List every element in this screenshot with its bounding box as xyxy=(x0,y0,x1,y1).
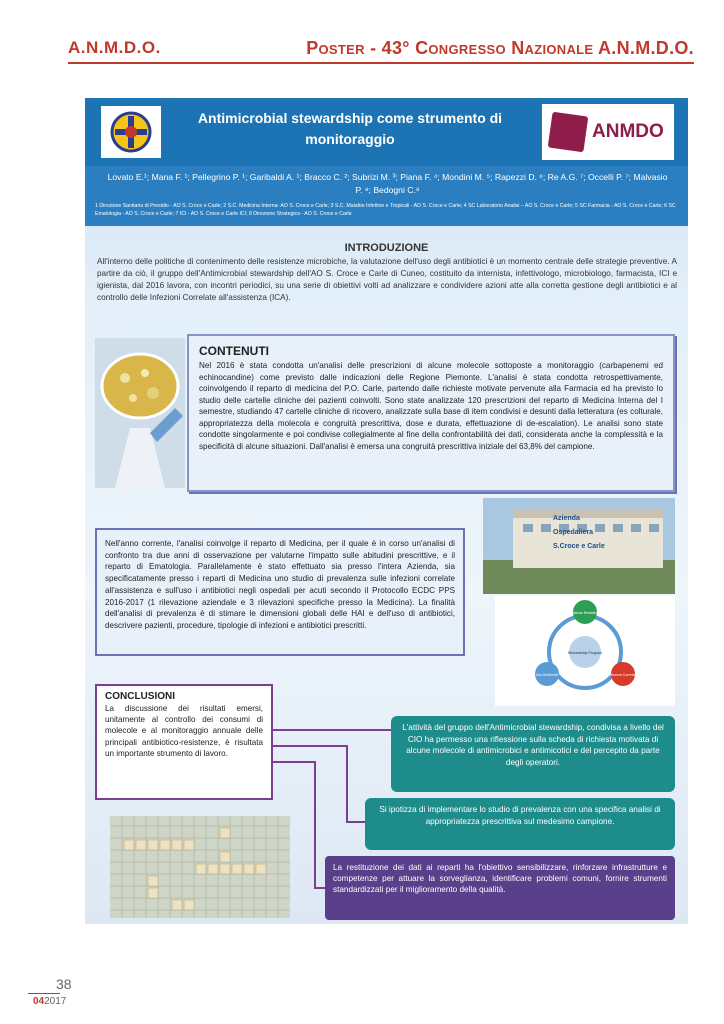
poster-title: Antimicrobial stewardship come strumento di monitoraggio xyxy=(197,110,503,147)
result-box-restituzione-text: La restituzione dei dati ai reparti ha l'obiettivo sensibilizzare, rinforzare infrastrutture e competenze per attuare la sorveglianza, identificare problemi comuni, fornire strumenti standardizzati per il miglioramento della qualità. xyxy=(333,863,667,895)
poster-title-band xyxy=(85,98,688,166)
result-box-cio-text: L'attività del gruppo dell'Antimicrobial stewardship, condivisa a livello del CIO ha permesso una riflessione sulla scheda di richiesta motivata di alcune molecole di antimicrobici e antimicotici e del percepito da parte degli operatori. xyxy=(402,723,664,767)
poster-authors: Lovato E.¹; Mana F. ¹; Pellegrino P. ¹; Garibaldi A. ¹; Bracco C. ²; Subrizi M. ³; Piana F. ⁴; Mondini M. ⁵; Rapezzi D. ⁶; Re A.G. ⁷; Occelli P. ⁷; Malvasio P. ⁸; Bedogni C.⁸ xyxy=(107,172,668,195)
hospital-sign-line1: Azienda xyxy=(553,515,580,522)
intro-heading: INTRODUZIONE xyxy=(344,242,429,254)
issue-date xyxy=(33,996,66,1007)
journal-logo-text: A.N.M.D.O. xyxy=(68,38,161,57)
header-divider xyxy=(68,62,694,64)
scrabble-board-image xyxy=(110,816,290,918)
hospital-logo-icon xyxy=(101,106,161,158)
hospital-building-image xyxy=(483,498,675,594)
anmdo-logo xyxy=(542,104,674,160)
poster-affiliations: 1 Direzione Sanitaria di Presidio - AO S. Croce e Carle; 2 S.C. Medicina Interna- AO S. Croce e Carle; 3 S.C. Malattie Infettive e Tropicali - AO S. Croce e Carle; 4 SC Laboratorio Analisi – AO S. Croce e Carle; 5 SC Farmacia - AO S. Croce e Carle; 6 SC Ematologia - AO S. Croce e Carle; 7 ICI - AO S. Croce e Carle ICI; 8 Direzione Strategica - AO S. Croce e Carle xyxy=(95,203,676,217)
anmdo-map-icon xyxy=(548,112,589,153)
hospital-sign-line3: S.Croce e Carle xyxy=(553,543,605,550)
medicina-text: Nell'anno corrente, l'analisi coinvolge il reparto di Medicina, per il quale è in corso un'analisi di confronto tra due anni di osservazione per valutarne l'impatto sulle abitudini prescrittive, e il reparto di Ematologia. Parallelamente è stato effettuato sia presso l'intera Azienda, sia specificatamente presso i reparti di Medicina uno studio di prevalenza sulle infezioni correlate all'assistenza e sull'uso i antibiotici negli ospedali per acuti secondo il Protocollo ECDC PPS 2016-2017 (1 rilevazione aziendale e 3 rilevazioni specifiche presso la Medicina). La finalità dell'analisi di prevalenza è di stimare le dimensioni globali delle HAI e dell'uso di antibiotici, descrivere pazienti, procedure, tipologie di infezioni e antibiotici prescritti. xyxy=(105,539,455,630)
petri-dish-image xyxy=(95,338,185,488)
hospital-sign-line2: Ospedaliera xyxy=(553,529,594,536)
intro-text: All'interno delle politiche di contenimento delle resistenze microbiche, la valutazione dell'uso degli antibiotici è un momento centrale delle strategie preventive. A partire da ciò, il gruppo dell'Antimicrobial stewardship dell'AO S. Croce e Carle di Cuneo, costituito da internista, infettivologo, microbiologo, farmacista, ICI e igienista, dal 2016 lavora, con incontri periodici, su una serie di obiettivi volti ad analizzare e condividere azioni atte alla corretta gestione degli antibiotici e al controllo delle Infezioni Correlate all'assistenza (ICA). xyxy=(97,257,677,302)
result-box-prevalenza-text: Si ipotizza di implementare lo studio di prevalenza con una specifica analisi di appropriatezza prescrittiva sul medesimo campione. xyxy=(379,805,661,826)
issue-number: 04 xyxy=(33,996,45,1007)
conclusioni-text: La discussione dei risultati emersi, unitamente al controllo dei consumi di molecole e al monitoraggio annuale delle principali antibiotico-resistenze, è risultata un importante strumento di lavoro. xyxy=(105,704,263,758)
poster xyxy=(85,98,688,924)
cycle-right-label: Infezioni Correlate xyxy=(608,673,638,677)
anmdo-logo-text: ANMDO xyxy=(592,121,664,142)
cycle-top-label: Gestione Resistenze xyxy=(568,611,602,615)
cycle-center-label: Stewardship Program xyxy=(567,651,603,655)
medicina-box xyxy=(95,528,465,656)
stewardship-cycle-diagram xyxy=(495,596,675,706)
result-box-restituzione xyxy=(325,856,675,920)
footer-divider xyxy=(28,993,60,994)
conclusioni-heading: CONCLUSIONI xyxy=(105,691,175,702)
authors-band xyxy=(85,166,688,226)
contenuti-heading: CONTENUTI xyxy=(199,344,269,358)
contenuti-text: Nel 2016 è stata condotta un'analisi delle prescrizioni di alcune molecole sottoposte a monitoraggio (carbapenemi ed echinocandine) come previsto dalle indicazioni delle Regione Piemonte. L'analisi è stata condotta retrospettivamente, coinvolgendo il reparto di medicina del P.O. Carle, partendo dalle richieste motivate pervenute alla Farmacia ed ha previsto lo studio delle cartelle cliniche dei pazienti coinvolti. Sono state analizzate 120 prescrizioni del reparto di Medicina Interna del I semestre, studiando 47 cartelle cliniche di ricovero, analizzate sulla base di item condivisi e desunti dalla letteratura (es colturale, appropriatezza della molecola e congruità prescrittiva, dose e durata, effettuazione di de-escalation). Le analisi sono state condotte singolarmente e poi condivise collegialmente al fine della confrontabilità dei dati, considerata anche la complessità e la specificità di alcune situazioni. Dall'analisi è emersa una congruità prescrittiva iniziale del 63,8% del campione. xyxy=(199,361,663,451)
contenuti-box xyxy=(187,334,675,492)
result-box-prevalenza xyxy=(365,798,675,850)
page-number: 38 xyxy=(56,976,72,992)
conclusioni-box xyxy=(95,684,273,800)
page-header-title: Poster - 43° Congresso Nazionale A.N.M.D.O. xyxy=(306,38,694,58)
cycle-left-label: Uso Antibiotici xyxy=(535,673,559,677)
result-box-cio xyxy=(391,716,675,792)
issue-year: 2017 xyxy=(44,996,67,1007)
